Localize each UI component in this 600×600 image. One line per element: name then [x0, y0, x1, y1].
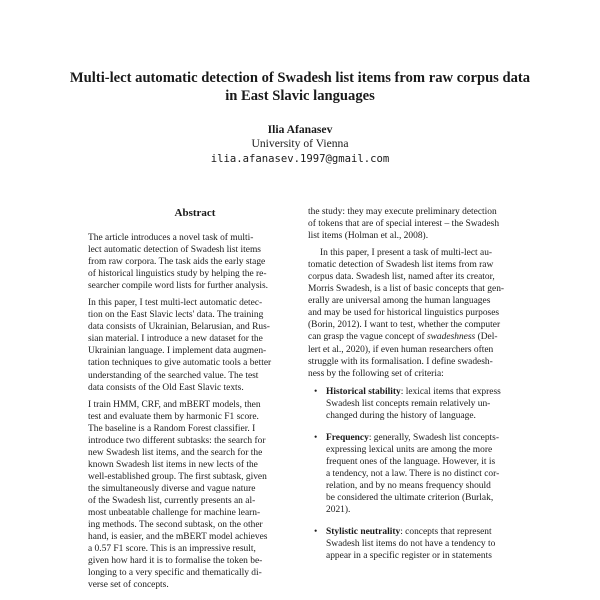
text-line: of the Swadesh list, currently presents an al-: [88, 495, 256, 506]
text-line: data consists of the Old East Slavic texts.: [88, 382, 244, 393]
text-line: tation techniques to give automatic tools a better: [88, 358, 272, 369]
text-line: lect automatic detection of Swadesh list items: [88, 245, 261, 256]
criterion-term: Stylistic neutrality: [326, 527, 401, 538]
text-line: list items (Holman et al., 2008).: [308, 231, 429, 242]
title-line-1: Multi-lect automatic detection of Swadesh list items from raw corpus data: [69, 70, 531, 86]
text-line: well-established group. The first subtask, given: [88, 471, 267, 482]
abstract-paragraph: [88, 232, 302, 292]
criterion-item: [308, 386, 530, 422]
text-line: new Swadesh list items, and the search for the: [88, 447, 263, 458]
text-line: The baseline is a Random Forest classifier. I: [88, 423, 256, 434]
emphasis-swadeshness: swadeshness: [426, 332, 476, 343]
text-line: searcher compile word lists for further analysis.: [88, 281, 269, 292]
criterion-term: Historical stability: [326, 386, 401, 397]
text-line: The article introduces a novel task of multi-: [88, 233, 254, 243]
text-line: struggle with its formalisation. I define swadesh-: [308, 356, 493, 367]
text-line: ness by the following set of criteria:: [308, 368, 444, 379]
author-block: [0, 123, 600, 166]
criterion-item: [308, 432, 530, 516]
text-line: [308, 331, 530, 343]
text-line: I train HMM, CRF, and mBERT models, then: [88, 399, 261, 410]
text-line: data consists of Ukrainian, Belarusian, and Rus-: [88, 322, 270, 333]
text-line: introduce two different subtasks: the search for: [88, 435, 266, 446]
abstract-heading: Abstract: [174, 207, 216, 219]
criterion-item: [308, 526, 530, 562]
text-line: Ukrainian language. I implement data augmen-: [88, 346, 267, 357]
text-line: and may be used for historical linguistics purposes: [308, 308, 500, 319]
text-line: [326, 432, 530, 444]
text-line: of historical linguistics study by helping the re-: [88, 269, 267, 280]
text-fragment: can grasp the vague concept of: [308, 332, 427, 343]
text-line: be considered the ultimate criterion (Burlak,: [326, 493, 494, 504]
text-line: given how hard it is to formalise the token be-: [88, 556, 263, 567]
text-line: verse set of concepts.: [88, 580, 169, 591]
text-line: (Borin, 2012). I want to test, whether the computer: [308, 320, 501, 331]
text-line: of tokens that are of special interest – the Swadesh: [308, 219, 500, 230]
text-line: expressing lexical units are among the more: [326, 444, 493, 455]
text-line: ing methods. The second subtask, on the other: [88, 520, 263, 531]
author-name: Ilia Afanasev: [267, 123, 333, 136]
paper-title: [40, 69, 560, 105]
intro-paragraph: [308, 247, 530, 380]
text-line: relation, and by no means frequency should: [326, 480, 491, 491]
text-line: 2021).: [326, 505, 351, 516]
text-line: lert et al., 2020), if even human researchers often: [308, 344, 494, 355]
text-line: the simultaneously diverse and vague nature: [88, 483, 256, 494]
text-line: tomatic detection of Swadesh list items from raw: [308, 260, 494, 271]
text-line: In this paper, I present a task of multi-lect au-: [320, 248, 493, 259]
text-line: a 0.57 F1 score. This is an impressive result,: [88, 544, 256, 555]
abstract-paragraph: [88, 399, 302, 592]
right-column: [308, 206, 530, 572]
text-line: hand, is easier, and the mBERT model achieves: [88, 532, 268, 543]
text-line: changed during the history of language.: [326, 410, 476, 421]
author-email[interactable]: ilia.afanasev.1997@gmail.com: [210, 153, 390, 165]
text-line: from raw corpora. The task aids the early stage: [88, 257, 266, 268]
text-line: sian material. I introduce a new dataset for the: [88, 334, 263, 345]
text-line: known Swadesh list items in new lects of the: [88, 459, 258, 470]
continued-paragraph: [308, 206, 530, 242]
text-line: Swadesh list items do not have a tendency to: [326, 539, 496, 550]
text-line: Swadesh list concepts remain relatively un-: [326, 398, 491, 409]
text-line: a tendency, not a law. There is no distinct cor-: [326, 468, 500, 479]
text-line: the study: they may execute preliminary detection: [308, 207, 497, 217]
criterion-text: : generally, Swadesh list concepts-: [368, 432, 499, 443]
abstract-paragraph: [88, 297, 302, 393]
text-line: erally are universal among the human languages: [308, 296, 491, 307]
text-line: frequent ones of the language. However, it is: [326, 456, 496, 467]
criterion-term: Frequency: [326, 432, 369, 443]
text-line: tion on the East Slavic lects' data. The training: [88, 310, 264, 321]
author-affiliation: University of Vienna: [251, 137, 349, 150]
bullet-icon: •: [314, 386, 318, 397]
left-column: [88, 206, 302, 596]
text-line: test and evaluate them by harmonic F1 score.: [88, 411, 259, 422]
text-line: In this paper, I test multi-lect automatic detec-: [88, 298, 263, 309]
text-line: longing to a very specific and thematically di-: [88, 568, 262, 579]
title-line-2: in East Slavic languages: [225, 88, 375, 104]
bullet-icon: •: [314, 432, 318, 443]
text-line: corpus data. Swadesh list, named after its creator,: [308, 272, 495, 283]
criterion-text: : lexical items that express: [400, 386, 501, 397]
text-line: understanding of the searched value. The test: [88, 370, 259, 381]
abstract-body: [88, 232, 302, 591]
text-line: [326, 526, 530, 538]
text-line: most unbeatable challenge for machine learn-: [88, 508, 261, 519]
text-line: appear in a specific register or in statements: [326, 551, 492, 562]
criteria-list: [308, 386, 530, 563]
text-line: [326, 386, 530, 398]
bullet-icon: •: [314, 527, 318, 538]
text-fragment: (Del-: [475, 332, 498, 343]
text-line: Morris Swadesh, is a list of basic concepts that gen-: [308, 284, 505, 295]
criterion-text: : concepts that represent: [400, 527, 492, 538]
